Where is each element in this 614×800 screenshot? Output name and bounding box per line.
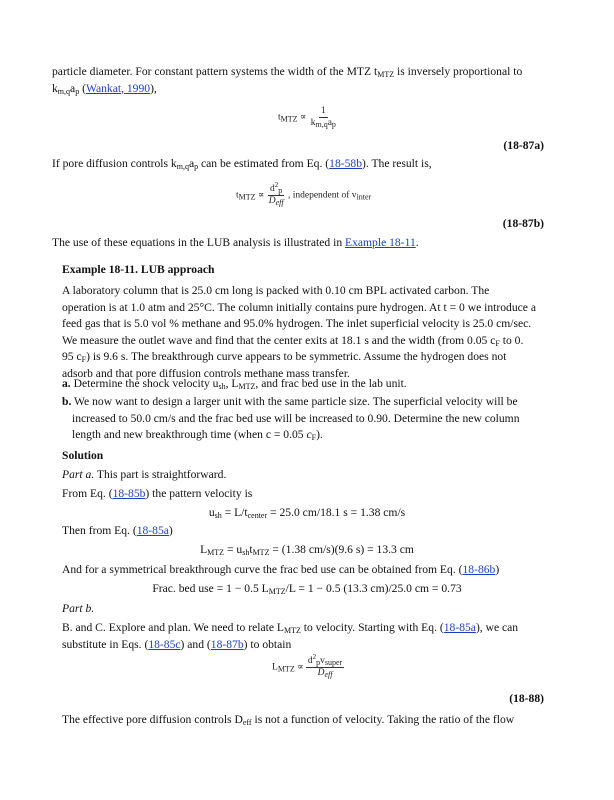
subscript: super (324, 658, 343, 667)
text-line (62, 333, 552, 350)
numerator (306, 653, 344, 668)
text-span: can be estimated from Eq. ( (198, 157, 330, 170)
subscript: MTZ (277, 664, 295, 674)
item-label: a. (62, 377, 71, 390)
subscript: center (247, 511, 268, 520)
eq-symbol: D (268, 196, 276, 206)
subscript: p (278, 186, 283, 195)
text-line: A laboratory column that is 25.0 cm long is packed with 0.10 cm BPL activated carbon. The (62, 284, 490, 297)
text-line (62, 637, 552, 654)
example-title: Example 18-11. LUB approach (62, 263, 215, 276)
subscript: MTZ (207, 548, 225, 557)
proportional-symbol: ∝ (299, 112, 307, 123)
equation-link-18-85a-second[interactable]: 18-85a (443, 621, 476, 634)
equation-link-18-85a[interactable]: 18-85a (136, 524, 169, 537)
equation-frac-bed-use (62, 581, 552, 598)
text-span: And for a symmetrical breakthrough curve the frac bed use can be obtained from Eq. ( (62, 563, 463, 576)
text-span: ). (316, 428, 323, 441)
text-span: This part is straightforward. (94, 468, 227, 481)
text-span: length and new breakthrough time (when c = 0.05 (72, 428, 307, 441)
subscript: MTZ (238, 382, 256, 391)
eq-symbol: k (310, 118, 316, 128)
text-span: ( (79, 81, 86, 95)
paragraph-lub-reference (52, 235, 552, 252)
eq-symbol: t (236, 190, 239, 201)
subscript: MTZ (377, 70, 395, 79)
text-span: particle diameter. For constant pattern systems the width of the MTZ t (52, 65, 378, 78)
paragraph-mtz-width (52, 64, 552, 97)
eq-symbol: v (320, 656, 325, 666)
citation-link-wankat[interactable]: Wankat, 1990 (85, 81, 151, 95)
eq-symbol: L (200, 543, 208, 556)
equation-shock-velocity (62, 505, 552, 522)
text-span: = (1.38 cm/s)(9.6 s) = 13.3 cm (269, 543, 414, 556)
eq-symbol: D (317, 668, 325, 678)
equation-link-18-85c[interactable]: 18-85c (148, 637, 181, 651)
text-line: adsorb and that pore diffusion controls methane mass transfer. (62, 366, 350, 380)
text-line (62, 620, 552, 637)
superscript: 2 (274, 181, 279, 189)
question-item-b (62, 394, 552, 444)
equation-18-88 (272, 653, 344, 679)
text-span: t (249, 543, 253, 556)
text-line (52, 81, 552, 98)
text-span: ) and ( (180, 637, 211, 651)
equation-18-87b (236, 181, 372, 207)
text-line (62, 394, 552, 411)
paragraph-pore-diffusion (52, 156, 552, 173)
part-label: Part a. (62, 468, 95, 481)
text-span: = u (224, 543, 243, 556)
text-span: , L (225, 377, 239, 390)
subscript: sh (214, 511, 222, 520)
fraction (306, 653, 344, 679)
equation-link-18-87b[interactable]: 18-87b (210, 637, 244, 651)
text-span: The use of these equations in the LUB analysis is illustrated in (52, 236, 346, 249)
eq-symbol: L (272, 662, 278, 673)
solution-heading: Solution (62, 449, 104, 462)
text-line (52, 64, 552, 81)
question-item-a (62, 376, 552, 393)
denominator (309, 118, 338, 129)
equation-number: (18-87b) (502, 217, 544, 230)
eq-symbol: t (278, 112, 281, 123)
text-span: If pore diffusion controls k (52, 157, 177, 170)
subscript: p (75, 86, 80, 96)
denominator (316, 668, 335, 679)
text-span: ) (495, 563, 500, 576)
text-line: feed gas that is 5.0 vol % methane and 95.0% hydrogen. The inlet superficial velocity is 25.0 cm/sec. (62, 317, 532, 330)
example-problem-statement (62, 283, 552, 382)
eq-symbol: d (270, 184, 275, 194)
text-line (62, 349, 552, 366)
text-span: B. and C. Explore and plan. We need to relate L (62, 621, 284, 634)
subscript: p (194, 162, 199, 171)
text-span: ), we can (475, 621, 519, 634)
subscript: p (316, 658, 321, 667)
effective-diffusion-line (62, 712, 552, 729)
subscript: MTZ (252, 548, 270, 557)
subscript: F (81, 355, 87, 364)
text-line: operation is at 1.0 atm and 25°C. The column initially contains pure hydrogen. At t = 0 we introduce a (62, 300, 536, 314)
text-span: . (415, 236, 419, 249)
subscript: p (331, 120, 336, 129)
eq-symbol: a (327, 118, 332, 128)
text-span: 95 c (62, 350, 82, 363)
text-span: is not a function of velocity. Taking the ratio of the flow (251, 713, 515, 726)
text-span: ) is 9.6 s. The breakthrough curve appears to be symmetric. Assume the hydrogen does not (86, 350, 507, 363)
text-span: to 0. (499, 333, 524, 347)
text-span: Determine the shock velocity u (70, 377, 219, 390)
text-span: From Eq. ( (62, 487, 113, 500)
eq-symbol: d (307, 656, 313, 666)
text-span: to velocity. Starting with Eq. ( (300, 621, 444, 634)
subscript: m,q (176, 162, 189, 171)
explore-plan-paragraph (62, 620, 552, 653)
text-span: a (188, 157, 195, 170)
example-link-18-11[interactable]: Example 18-11 (345, 236, 416, 249)
equation-link-18-85b[interactable]: 18-85b (112, 487, 146, 500)
part-b-label: Part b. (62, 602, 95, 615)
text-span: = L/t (221, 506, 248, 519)
text-span: , and frac bed use in the lab unit. (255, 377, 407, 390)
then-eq-line (62, 523, 552, 540)
text-span: k (52, 81, 58, 95)
from-eq-line (62, 486, 552, 503)
text-line (62, 427, 552, 444)
text-line: increased to 50.0 cm/s and the frac bed use will be increased to 0.90. Determine the new column (72, 411, 520, 425)
text-span: The effective pore diffusion controls D (62, 713, 243, 726)
equation-link-18-86b[interactable]: 18-86b (462, 563, 496, 576)
subscript: MTZ (238, 192, 256, 202)
equation-lmtz (62, 542, 552, 559)
fraction (309, 106, 338, 129)
text-span: We measure the outlet wave and find that the center exits at 18.1 s and the width (from 0.05 c (62, 333, 496, 347)
numerator (268, 181, 284, 196)
text-span: a (70, 81, 76, 95)
text-span: = 25.0 cm/18.1 s = 1.38 cm/s (267, 506, 406, 519)
denominator (267, 196, 286, 207)
subscript: F (311, 433, 317, 442)
item-label: b. (62, 395, 72, 408)
subscript: sh (242, 548, 250, 557)
subscript: MTZ (280, 114, 298, 124)
equation-18-87a (278, 106, 338, 129)
part-a-intro (62, 467, 552, 484)
subscript: m,q (315, 120, 328, 129)
text-span: ), (150, 81, 157, 95)
text-span: ). The result is, (362, 157, 432, 170)
text-span: /L = 1 − 0.5 (13.3 cm)/25.0 cm = 0.73 (285, 582, 462, 595)
equation-number: (18-88) (509, 692, 544, 705)
subscript: F (495, 338, 500, 348)
text-span: Then from Eq. ( (62, 524, 137, 537)
subscript: MTZ (283, 626, 301, 635)
subscript: inter (356, 192, 372, 202)
subscript: MTZ (268, 587, 286, 596)
text-span: ) the pattern velocity is (145, 487, 253, 500)
subscript: eff (324, 670, 333, 679)
text-span: substitute in Eqs. ( (62, 637, 149, 651)
numerator: 1 (320, 106, 326, 116)
text-span: We now want to design a larger unit with the same particle size. The superficial velocity will be (71, 395, 518, 408)
equation-number: (18-87a) (503, 139, 544, 152)
text-span: ) to obtain (243, 637, 292, 651)
text-span: Frac. bed use = 1 − 0.5 L (152, 582, 269, 595)
subscript: eff (275, 198, 284, 207)
fraction (267, 181, 286, 207)
proportional-symbol: ∝ (257, 190, 265, 201)
subscript: eff (242, 718, 252, 727)
superscript: 2 (312, 653, 317, 661)
subscript: sh (218, 382, 226, 391)
text-span: is inversely proportional to (394, 65, 523, 78)
text-span: ) (168, 524, 173, 537)
proportional-symbol: ∝ (297, 662, 304, 673)
symmetric-curve-line (62, 562, 552, 579)
subscript: m,q (57, 86, 71, 96)
equation-link-18-58b[interactable]: 18-58b (329, 157, 362, 170)
eq-text: , independent of v (287, 190, 357, 201)
eq-symbol: u (208, 506, 215, 519)
text-span: c (306, 428, 312, 441)
